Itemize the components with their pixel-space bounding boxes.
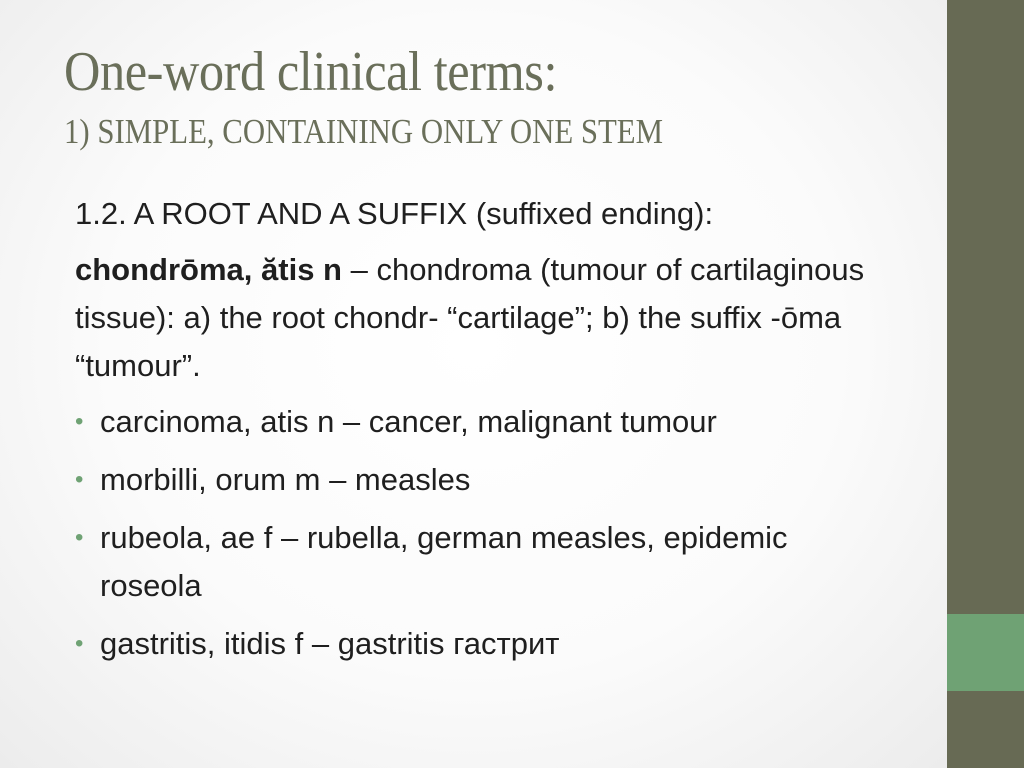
slide-subtitle: 1) SIMPLE, CONTAINING ONLY ONE STEM (64, 112, 664, 151)
sidebar-accent-block (947, 614, 1024, 691)
slide-title-main: One-word clinical terms: (64, 41, 558, 103)
bullet-icon: • (75, 408, 84, 435)
bullet-icon: • (75, 630, 84, 657)
bullet-icon: • (75, 466, 84, 493)
list-item-text: carcinoma, atis n – cancer, malignant tumour (100, 404, 717, 439)
list-item-text: rubeola, ae f – rubella, german measles, epidemic roseola (100, 520, 788, 603)
list-item-text: morbilli, orum m – measles (100, 462, 471, 497)
definition-text: – chondroma (tumour of cartilaginous tissue): a) the root chondr- “cartilage”; b) the suffix -ōma “tumour”. (75, 252, 865, 383)
list-item (75, 398, 895, 446)
section-heading: 1.2. A ROOT AND A SUFFIX (suffixed ending): (75, 196, 714, 231)
list-item-text: gastritis, itidis f – gastritis гастрит (100, 626, 560, 661)
slide-title (64, 40, 924, 154)
list-item (75, 456, 895, 504)
bullet-icon: • (75, 524, 84, 551)
slide-content (75, 190, 895, 678)
definition-term: chondrōma, ătis n (75, 252, 342, 287)
list-item (75, 620, 895, 668)
list-item (75, 514, 895, 610)
definition-paragraph (75, 246, 895, 390)
bullet-list (75, 398, 895, 668)
